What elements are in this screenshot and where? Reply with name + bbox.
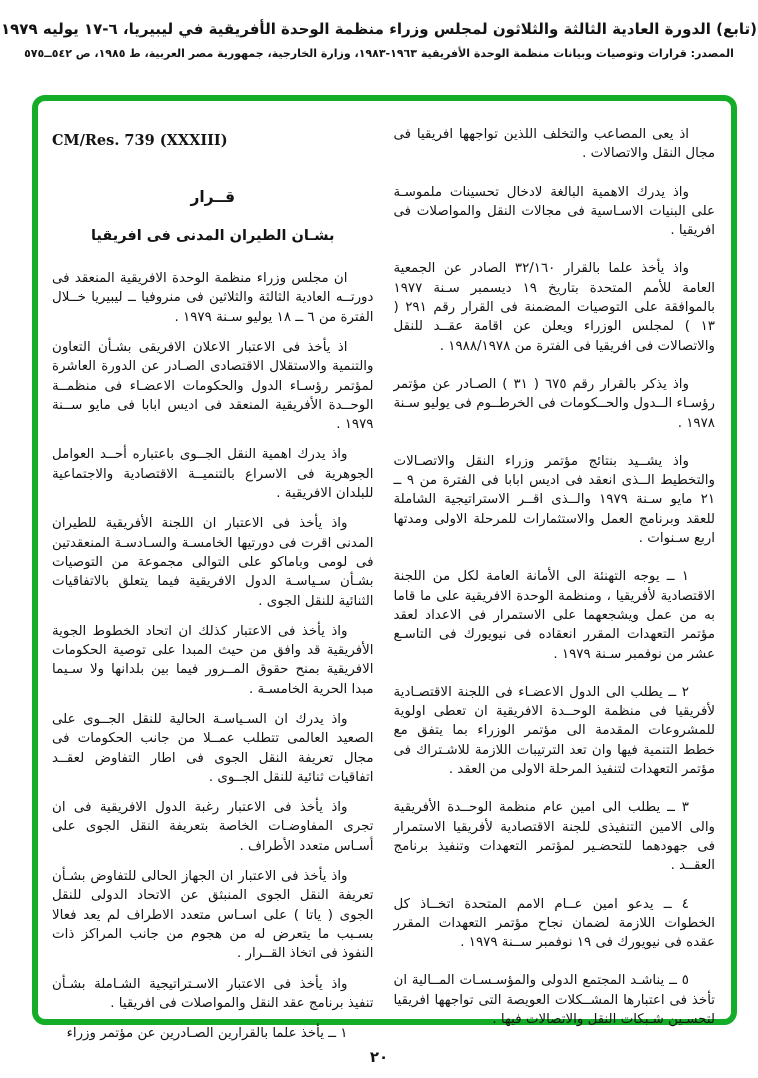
column-left-resolution xyxy=(52,125,374,1042)
session-title: (تابع) الدورة العادية الثالثة والثلاثون لمجلس وزراء منظمة الوحدة الأفريقية في ليبيريا، ٦-١٧ يوليه ١٩٧٩ xyxy=(1,20,757,38)
resolution-title: قــرار xyxy=(190,187,236,206)
paragraph: واذ يدرك اهمية النقل الجــوى باعتباره أحــد العوامل الجوهرية فى الاسراع بالتنميــة الاقتصادية والاجتماعية للبلدان الافريقية . xyxy=(52,447,374,502)
paragraph: واذ يشــيد بنتائج مؤتمر وزراء النقل والاتصـالات والتخطيط الــذى انعقد فى اديس ابابا فى الفترة من ٩ ــ ٢١ مايو سـنة ١٩٧٩ والــذى اقــر الاستراتيجية الشاملة للعقد وبرنامج العمل والاستثمارات للمرحلة الاولى ومدتها اربع سـنوات . xyxy=(393,453,716,547)
paragraph: ٣ ــ يطلب الى امين عام منظمة الوحــدة الأفريقية والى الامين التنفيذى للجنة الاقتصادية لأفريقيا الاستمرار فى جهودهما للتحضـير لمؤتمر التعهدات وتنفيذ برنامج العقــد . xyxy=(393,800,715,874)
source-citation: المصدر: قرارات وتوصيات وبيانات منظمة الوحدة الأفريقية ١٩٦٣-١٩٨٣، وزارة الخارجية، جمهورية مصر العربية، ط ١٩٨٥، ص ٥٤٢ــ٥٧٥ xyxy=(24,47,734,60)
resolution-subtitle: بشـان الطيران المدنى فى افريقيا xyxy=(90,228,335,245)
paragraph: واذ يأخذ فى الاعتبار كذلك ان اتحاد الخطوط الجوية الأفريقية قد وافق من حيث المبدا على توصية الحكومات الافريقية بمنح حقوق المــرور فيما بين بلدانها ولا سـيما مبدا الحرية الخامسـة . xyxy=(52,623,374,697)
paragraph: واذ يذكر بالقرار رقم ٦٧٥ ( ٣١ ) الصـادر عن مؤتمر رؤسـاء الــدول والحــكومات فى الخرطــوم فى يوليو سـنة ١٩٧٨ . xyxy=(393,376,715,431)
paragraph: واذ يدرك ان السـياسـة الحالية للنقل الجــوى على الصعيد العالمى تتطلب عمــلا من جانب الحكومات فى مجال تعريفة النقل الجوى فى اطار التفاوض لعقــد اتفاقيات ثنائية للنقل الجــوى . xyxy=(52,712,374,785)
two-column-layout xyxy=(52,125,716,1042)
paragraph: ١ ــ يأخذ علما بالقرارين الصـادرين عن مؤتمر وزراء xyxy=(66,1026,348,1042)
paragraph: ان مجلس وزراء منظمة الوحدة الافريقية المنعقد فى دورتــه العادية الثالثة والثلاثين فى منروفيا ــ ليبيريا خــلال الفترة من ٦ ــ ١٨ يوليو سـنة ١٩٧٩ . xyxy=(52,271,374,325)
page-footer xyxy=(0,1047,758,1066)
resolution-body xyxy=(52,269,374,1043)
paragraph: ٤ ــ يدعو امين عــام الامم المتحدة اتخــاذ كل الخطوات اللازمة لضمان نجاح مؤتمر التعهدات المقرر عقده فى نيويورك فى ١٩ نوفمبر ســنة ١٩٧٩ . xyxy=(393,896,715,951)
paragraph: واذ يأخذ فى الاعتبار رغبة الدول الافريقية فى ان تجرى المفاوضـات الخاصة بتعريفة النقل الجوى على أسـاس متعدد الأطراف . xyxy=(52,800,374,854)
paragraph: ٥ ــ يناشـد المجتمع الدولى والمؤسـسـات المــالية ان تأخذ فى اعتبارها المشــكلات العويصة التى تواجهها افريقيا لتحسـين شـبكات النقل والاتصالات فيها . xyxy=(393,973,715,1027)
paragraph: واذ يدرك الاهمية البالغة لادخال تحسينات ملموسـة على البنيات الاسـاسية فى مجالات النقل والمواصلات فى افريقيا . xyxy=(393,184,715,239)
page-header xyxy=(0,0,758,60)
paragraph: واذ يأخذ فى الاعتبار ان الجهاز الحالى للتفاوض بشـأن تعريفة النقل الجوى المنبثق عن الاتحاد الدولى للنقل الجوى ( ياتا ) على اسـاس متعدد الاطراف لم يعد فعالا بسـبب ما يتعرض له من هجوم من جانب المراكز ذات النفوذ فى اتخاذ القــرار . xyxy=(52,869,374,962)
paragraph: واذ يأخذ فى الاعتبار الاسـتراتيجية الشـاملة بشـأن تنفيذ برنامج عقد النقل والمواصلات فى افريقيا . xyxy=(52,976,374,1011)
paragraph: ١ ــ يوجه التهنئة الى الأمانة العامة لكل من اللجنة الاقتصادية لأفريقيا ، ومنظمة الوحدة الافريقية على ما قاما به من عمل ويشجعهما على الاستمرار فى الاعداد لعقد مؤتمر التعهدات المقرر انعقاده فى نيويورك فى التاسـع عشر من نوفمبر سـنة ١٩٧٩ . xyxy=(393,569,715,662)
paragraph: اذ يعى المصاعب والتخلف اللذين تواجهها افريقيا فى مجال النقل والاتصالات . xyxy=(393,127,715,162)
resolution-reference: CM/Res. 739 (XXXIII) xyxy=(52,132,228,149)
paragraph: اذ يأخذ فى الاعتبار الاعلان الافريقى بشـأن التعاون والتنمية والاستقلال الاقتصادى الصـادر عن الدورة العاشرة لمؤتمر رؤسـاء الدول والحكومات الاعضـاء فى منظمــة الوحــدة الأفريقية المنعقد فى اديس ابابا فى مايو ســنة ١٩٧٩ . xyxy=(52,339,374,433)
paragraph: واذ يأخذ علما بالقرار ٣٢/١٦٠ الصادر عن الجمعية العامة للأمم المتحدة بتاريخ ١٩ ديسمبر سـنة ١٩٧٧ بالموافقة على التوصيات المضمنة فى القرار رقم ٢٩١ ( ١٣ ) لمجلس الوزراء ويعلن عن اقامة عقــد للنقل والاتصالات فى افريقيا فى الفترة من ١٩٨٨/١٩٧٨ . xyxy=(393,261,715,354)
page-number: ٢٠ xyxy=(369,1048,389,1066)
content-border-box xyxy=(32,95,737,1042)
column-right-continuation xyxy=(393,125,716,1027)
paragraph: ٢ ــ يطلب الى الدول الاعضـاء فى اللجنة الاقتصـادية لأفريقيا فى منظمة الوحــدة الافريقية ان تعطى اولوية للمشروعات المقدمة الى مؤتمر الوزراء بما يتفق مع خطط التنمية فيها وان تعد الترتيبات اللازمة للاشـتراك فى مؤتمر التعهدات لتنفيذ المرحلة الاولى من العقد . xyxy=(393,684,715,778)
paragraph: واذ يأخذ فى الاعتبار ان اللجنة الأفريقية للطيران المدنى اقرت فى دورتيها الخامسـة والسـادسـة المنعقدتين فى لومى وباماكو على التوالى مجموعة من التوصيات بشـأن سـياسـة الدول الافريقية فيما يتعلق بالاتفاقيات الثنائية للنقل الجوى . xyxy=(52,516,374,609)
